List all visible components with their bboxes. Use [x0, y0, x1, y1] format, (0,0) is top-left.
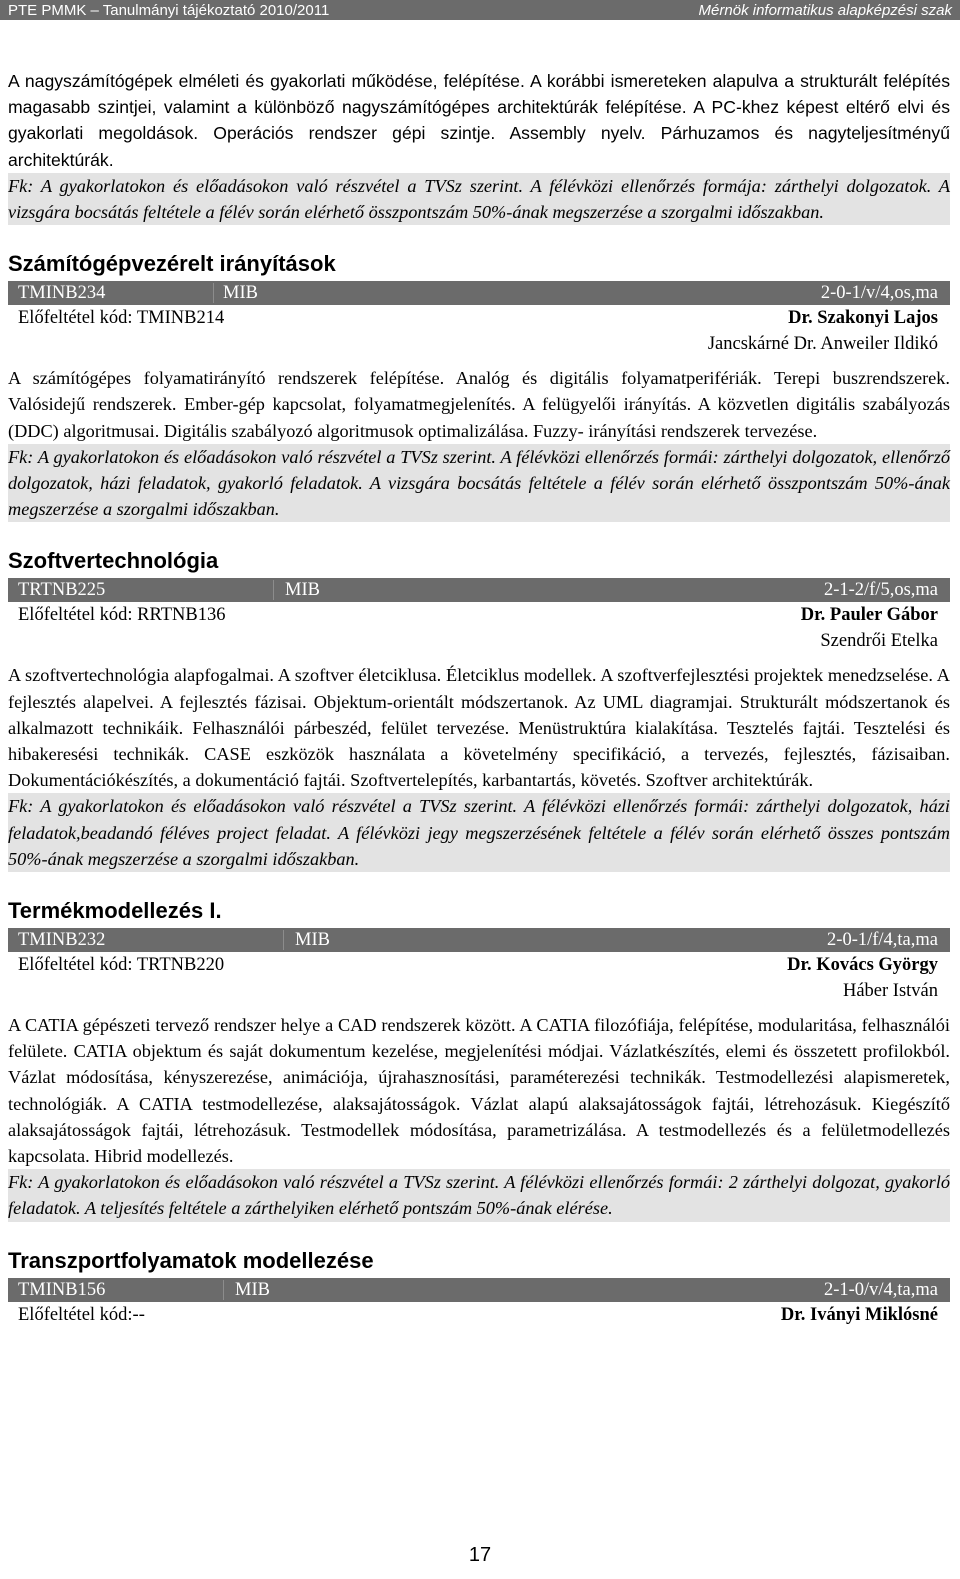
course-section	[8, 251, 950, 522]
course-credits: 2-1-2/f/5,os,ma	[823, 580, 938, 601]
course-title: Termékmodellezés I.	[8, 898, 222, 924]
course-unit: MIB	[223, 283, 258, 304]
lead-lecturer: Dr. Kovács György	[787, 955, 938, 976]
course-requirements: Fk: A gyakorlatokon és előadásokon való részvétel a TVSz szerint. A félévközi ellenőrzés formái: 2 zárthelyi dolgozat, gyakorló feladatok. A teljesítés feltétele a zárthelyiken elérhető pontszám 50%-ának elérése.	[8, 1169, 950, 1221]
course-credits: 2-1-0/v/4,ta,ma	[823, 1279, 938, 1300]
course-title: Számítógépvezérelt irányítások	[8, 251, 336, 277]
lead-lecturer: Dr. Iványi Miklósné	[780, 1304, 938, 1325]
course-code-bar	[8, 281, 950, 305]
course-code-bar	[8, 1278, 950, 1302]
header-right: Mérnök informatikus alapképzési szak	[698, 1, 952, 19]
course-code: TMINB232	[18, 930, 106, 951]
course-prereq: Előfeltétel kód: TMINB214	[18, 308, 225, 329]
course-credits: 2-0-1/v/4,os,ma	[820, 283, 938, 304]
course-code: TMINB156	[18, 1279, 106, 1300]
intro-requirements: Fk: A gyakorlatokon és előadásokon való részvétel a TVSz szerint. A félévközi ellenőrzés formája: zárthelyi dolgozatok. A vizsgára bocsátás feltétele a félév során elérhető összpontszám 50%-ának megszerzése a szorgalmi időszakban.	[8, 173, 950, 225]
other-lecturers: Szendrői Etelka	[820, 631, 938, 652]
course-prereq: Előfeltétel kód: TRTNB220	[18, 955, 225, 976]
intro-description: A nagyszámítógépek elméleti és gyakorlati működése, felépítése. A korábbi ismereteken alapulva a strukturált felépítés magasabb szintjei, valamint a különböző nagyszámítógépes architektúrák felépítése. A PC-khez képest eltérő elvi és gyakorlati megoldások. Operációs rendszer gépi szintje. Assembly nyelv. Párhuzamos és nagyteljesítményű architektúrák.	[8, 71, 950, 170]
divider	[213, 283, 214, 303]
divider	[273, 580, 274, 600]
course-requirements: Fk: A gyakorlatokon és előadásokon való részvétel a TVSz szerint. A félévközi ellenőrzés formái: zárthelyi dolgozatok, ellenőrző dolgozatok, házi feladatok, gyakorló feladatok. A vizsgára bocsátás feltétele a félév során elérhető összpontszám 50%-ának megszerzése a szorgalmi időszakban.	[8, 444, 950, 523]
header-left: PTE PMMK – Tanulmányi tájékoztató 2010/2011	[8, 1, 330, 19]
course-description: A számítógépes folyamatirányító rendszerek felépítése. Analóg és digitális folyamatperifériák. Terepi buszrendszerek. Valósidejű rendszerek. Ember-gép kapcsolat, folyamatmegjelenítés. A felügyelői irányítás. A közvetlen digitális szabályozás (DDC) algoritmusai. Digitális szabályozó algoritmusok optimalizálása. Fuzzy- irányítási rendszerek tervezése.	[8, 368, 950, 441]
course-code: TMINB234	[18, 283, 106, 304]
course-section	[8, 548, 950, 872]
course-info	[8, 952, 950, 1004]
page-header	[0, 0, 960, 20]
course-info	[8, 1302, 950, 1328]
other-lecturers: Háber István	[842, 981, 938, 1002]
course-description: A CATIA gépészeti tervező rendszer helye a CAD rendszerek között. A CATIA filozófiája, felépítése, modularitása, felhasználói felülete. CATIA objektum és saját dokumentum kezelése, megjelenítési módjai. Vázlatkészítés, elemi és összetett profilokból. Vázlat módosítása, kényszerezése, animációja, újrahasznosítási, paraméterezési technikák. Testmodellezési alapismeretek, technológiák. A CATIA testmodellezése, alaksajátosságok. Vázlat alapú alaksajátosságok fajtái, létrehozásuk. Kiegészítő alaksajátosságok fajtái, létrehozásuk. Testmodellek módosítása, parametrizálása. A testmodellezés és a felületmodellezés kapcsolata. Hibrid modellezés.	[8, 1015, 950, 1167]
course-unit: MIB	[235, 1279, 270, 1300]
course-prereq: Előfeltétel kód: RRTNB136	[18, 605, 226, 626]
lead-lecturer: Dr. Szakonyi Lajos	[788, 308, 938, 329]
divider	[283, 930, 284, 950]
lead-lecturer: Dr. Pauler Gábor	[800, 605, 938, 626]
other-lecturers: Jancskárné Dr. Anweiler Ildikó	[707, 334, 938, 355]
course-code: TRTNB225	[18, 580, 106, 601]
course-requirements: Fk: A gyakorlatokon és előadásokon való részvétel a TVSz szerint. A félévközi ellenőrzés formái: zárthelyi dolgozatok, házi feladatok,beadandó féléves project feladat. A félévközi jegy megszerzésének feltétele a félév során elérhető összes pontszám 50%-ának megszerzése a szorgalmi időszakban.	[8, 793, 950, 872]
course-unit: MIB	[285, 580, 320, 601]
course-prereq: Előfeltétel kód:--	[18, 1304, 145, 1325]
course-description: A szoftvertechnológia alapfogalmai. A szoftver életciklusa. Életciklus modellek. A szoftverfejlesztési projektek menedzselése. A fejlesztés alapelvei. A fejlesztés fázisai. Objektum-orientált módszertanok. Az UML diagramjai. Strukturált módszertanok és alkalmazott technikáik. Felhasználói párbeszéd, felület tervezése. Menüstruktúra kialakítása. Tesztelés fajtái. Tesztelési és hibakeresési technikák. CASE eszközök használata a követelmény specifikáció, a tervezés, fejlesztés, fázisaiban. Dokumentációkészítés, a dokumentáció fajtái. Szoftvertelepítés, karbantartás, követés. Szoftver architektúrák.	[8, 665, 950, 791]
course-title: Szoftvertechnológia	[8, 548, 219, 574]
course-lecturers	[8, 1302, 950, 1328]
course-section	[8, 1248, 950, 1328]
divider	[223, 1280, 224, 1300]
course-info	[8, 602, 950, 654]
course-code-bar	[8, 578, 950, 602]
course-section	[8, 898, 950, 1222]
course-unit: MIB	[295, 930, 330, 951]
course-credits: 2-0-1/f/4,ta,ma	[827, 930, 938, 951]
page-number: 17	[468, 1544, 492, 1566]
course-code-bar	[8, 928, 950, 952]
course-info	[8, 305, 950, 357]
page-content	[8, 68, 950, 1328]
course-title: Transzportfolyamatok modellezése	[8, 1247, 374, 1273]
